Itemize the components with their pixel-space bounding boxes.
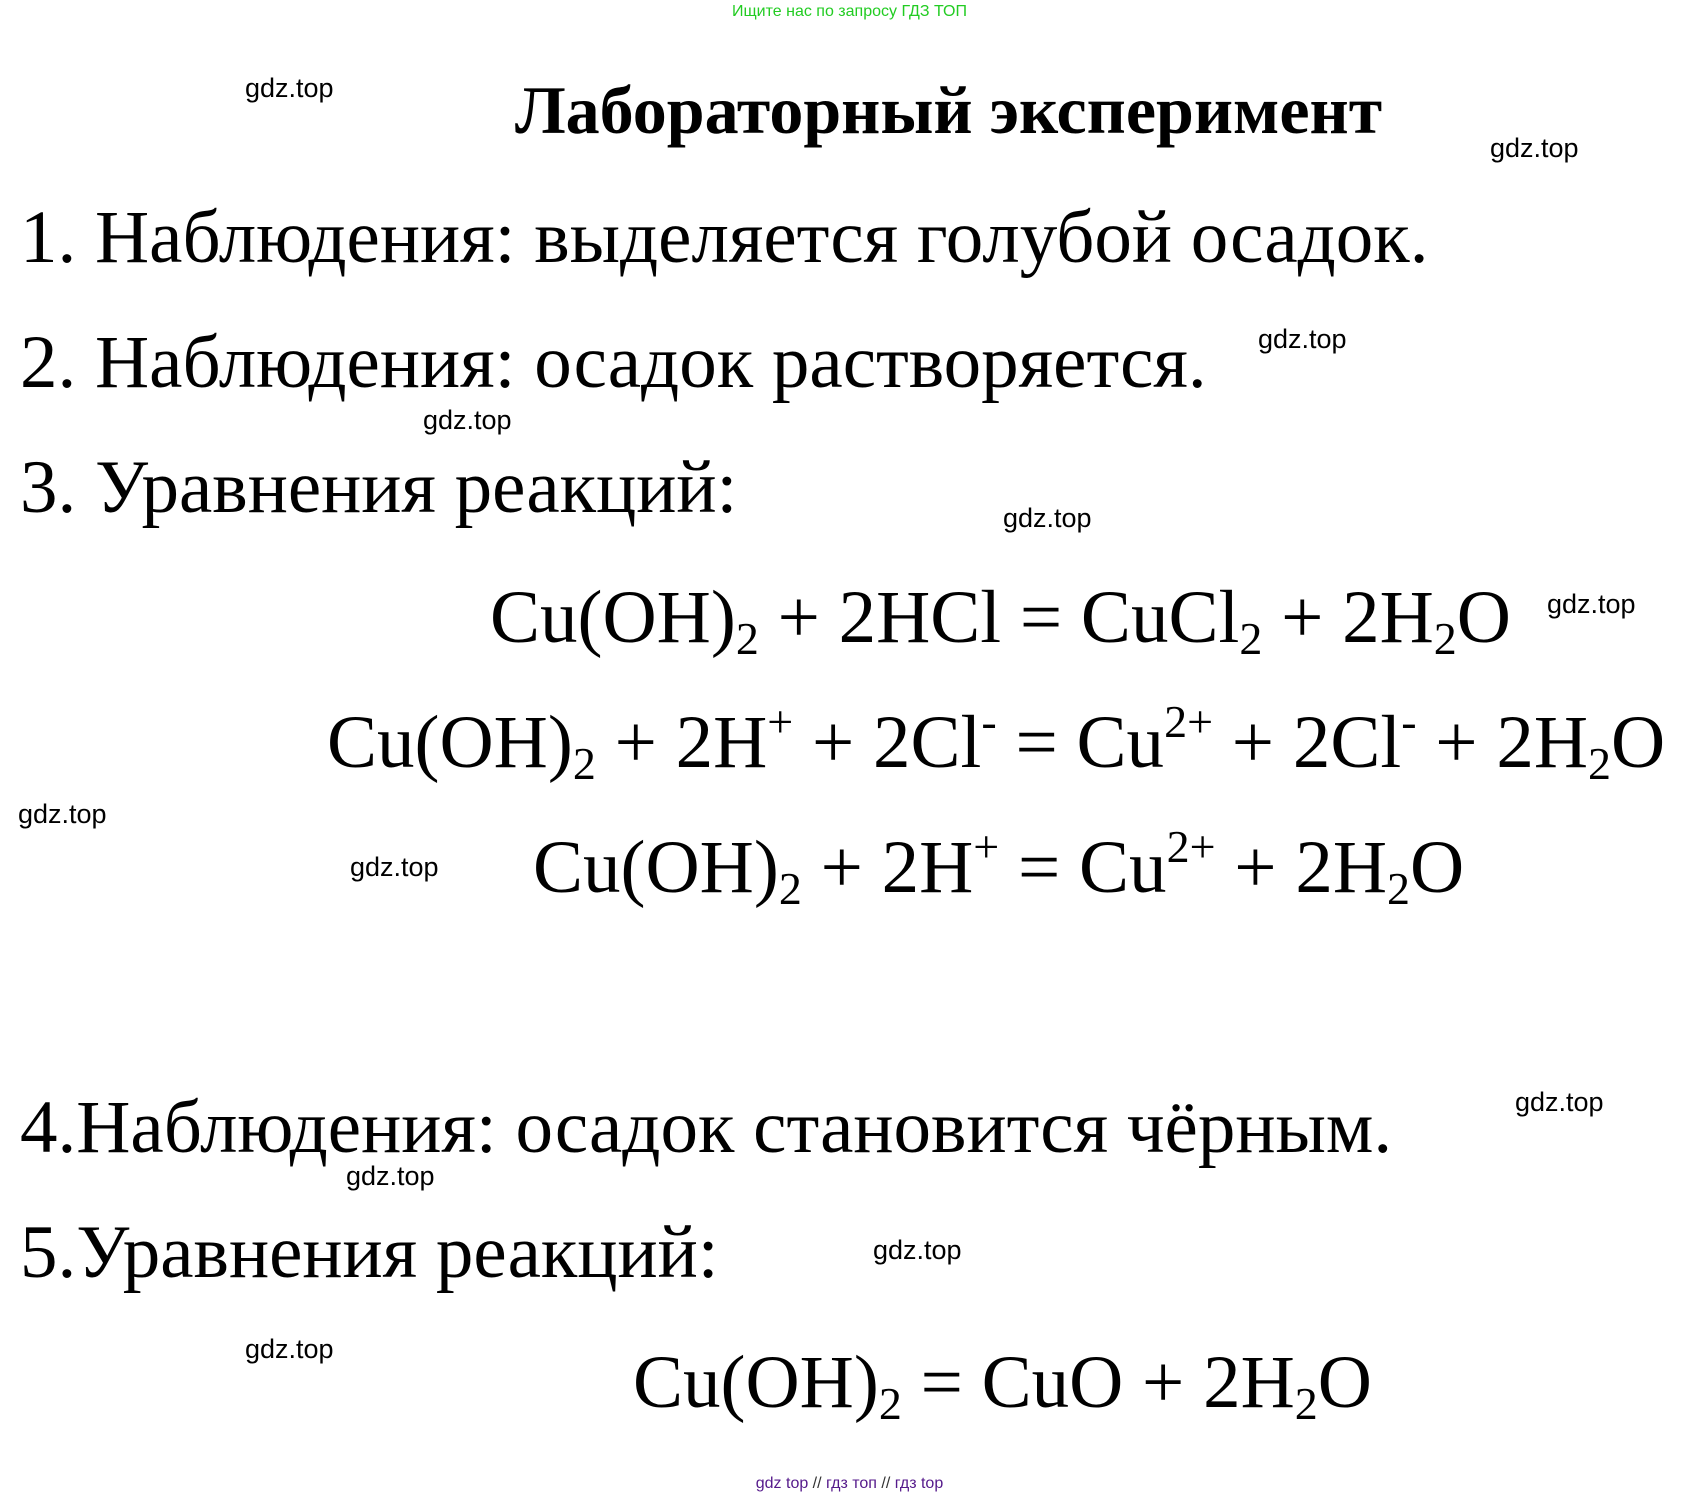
item-4: 4.Наблюдения: осадок становится чёрным. (20, 1086, 1393, 1169)
footer-links (0, 1474, 1699, 1494)
watermark: gdz.top (1003, 503, 1092, 533)
footer-separator: // (808, 1475, 827, 1492)
footer-link-gdz-top-ru[interactable]: гдз топ (826, 1475, 877, 1492)
watermark: gdz.top (350, 852, 439, 882)
item-3: 3. Уравнения реакций: (20, 446, 738, 529)
equation-2: $Cu(OH)_2 + 2H^+ + 2Cl^- = Cu^{2+} + 2Cl^- + 2H_2O$ (327, 696, 1666, 789)
watermark: gdz.top (1515, 1087, 1604, 1117)
watermark: gdz.top (245, 73, 334, 103)
footer-link-gdz-top-mixed[interactable]: гдз top (894, 1475, 944, 1492)
header-search-hint-text[interactable]: Ищите нас по запросу ГДЗ ТОП (732, 3, 967, 20)
watermark: gdz.top (1258, 324, 1347, 354)
page-title: Лабораторный эксперимент (515, 72, 1383, 148)
watermark: gdz.top (346, 1161, 435, 1191)
watermark: gdz.top (873, 1235, 962, 1265)
watermark: gdz.top (1547, 589, 1636, 619)
item-5: 5.Уравнения реакций: (20, 1211, 719, 1294)
item-2: 2. Наблюдения: осадок растворяется. (20, 321, 1207, 404)
footer-separator: // (876, 1475, 895, 1492)
equation-1: $Cu(OH)_2 + 2HCl$ = CuCl$_2$ + $2H_2O$ (490, 576, 1511, 664)
watermark: gdz.top (423, 405, 512, 435)
header-search-hint[interactable] (0, 2, 1699, 22)
equation-4: $Cu(OH)_2$ = CuO + $2H_2O$ (633, 1341, 1372, 1429)
watermark: gdz.top (1490, 133, 1579, 163)
item-1: 1. Наблюдения: выделяется голубой осадок. (20, 196, 1429, 279)
watermark: gdz.top (18, 799, 107, 829)
footer-link-gdz-top[interactable]: gdz top (755, 1475, 809, 1492)
equation-3: $Cu(OH)_2 + 2H^+ = Cu^{2+} + 2H_2O$ (533, 821, 1465, 914)
watermark: gdz.top (245, 1334, 334, 1364)
